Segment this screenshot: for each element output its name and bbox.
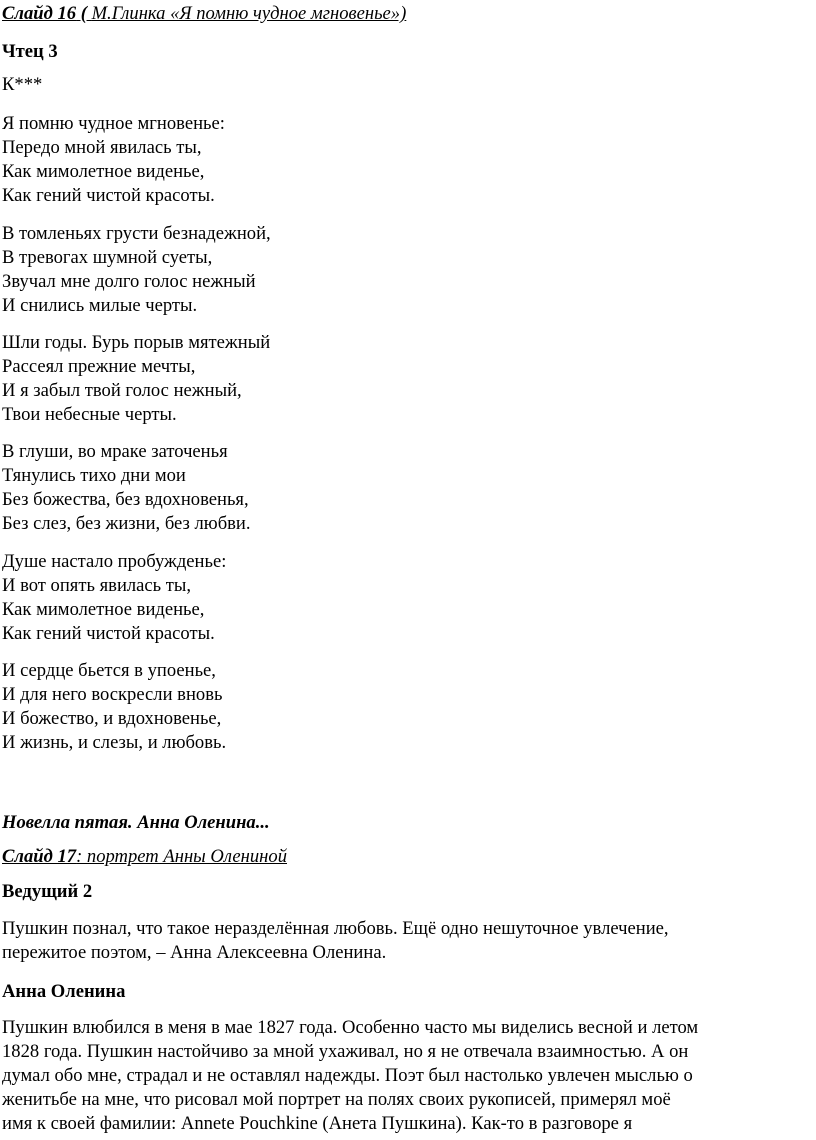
paragraph-line: Пушкин познал, что такое неразделённая любовь. Ещё одно нешуточное увлечение, (2, 918, 669, 939)
poem-line: Душе настало пробужденье: (2, 551, 227, 572)
poem-line: И вот опять явилась ты, (2, 575, 192, 596)
slide17-label: Слайд 17 (2, 846, 77, 867)
poem-line: И снились милые черты. (2, 295, 198, 316)
poem-line: И божество, и вдохновенье, (2, 708, 222, 729)
reader3-heading: Чтец 3 (2, 41, 58, 62)
host2-heading: Ведущий 2 (2, 881, 93, 902)
poem-line: И для него воскресли вновь (2, 684, 223, 705)
poem-line: Тянулись тихо дни мои (2, 465, 186, 486)
poem-line: И сердце бьется в упоенье, (2, 660, 216, 681)
poem-line: Твои небесные черты. (2, 404, 177, 425)
poem-line: Звучал мне долго голос нежный (2, 271, 256, 292)
host2-paragraph (2, 917, 806, 965)
novella-heading: Новелла пятая. Анна Оленина... (2, 812, 270, 833)
slide16-heading (2, 2, 806, 26)
poem-line: Без божества, без вдохновенья, (2, 489, 249, 510)
stanza-6 (2, 659, 806, 755)
poem-line: Как мимолетное виденье, (2, 161, 205, 182)
stanza-1 (2, 112, 806, 208)
poem-line: Без слез, без жизни, без любви. (2, 513, 251, 534)
slide16-label: Слайд 16 (2, 3, 77, 24)
poem-line: И я забыл твой голос нежный, (2, 380, 242, 401)
stanza-5 (2, 550, 806, 646)
anna-heading: Анна Оленина (2, 981, 126, 1002)
poem-line: Как гений чистой красоты. (2, 623, 215, 644)
poem-line: В томленьях грусти безнадежной, (2, 223, 271, 244)
poem-line: Как мимолетное виденье, (2, 599, 205, 620)
poem-line: Передо мной явилась ты, (2, 137, 202, 158)
stanza-2 (2, 222, 806, 318)
paragraph-line: 1828 года. Пушкин настойчиво за мной ухаживал, но я не отвечала взаимностью. А он (2, 1041, 689, 1062)
poem-line: В тревогах шумной суеты, (2, 247, 213, 268)
stanza-3 (2, 331, 806, 427)
poem-line: Рассеял прежние мечты, (2, 356, 196, 377)
paragraph-line: Пушкин влюбился в меня в мае 1827 года. Особенно часто мы виделись весной и летом (2, 1017, 699, 1038)
poem-line: И жизнь, и слезы, и любовь. (2, 732, 227, 753)
poem-line: Как гений чистой красоты. (2, 185, 215, 206)
paragraph-line: имя к своей фамилии: Annete Pouchkine (Анета Пушкина). Как-то в разговоре я (2, 1113, 633, 1134)
paragraph-line: думал обо мне, страдал и не оставлял надежды. Поэт был настолько увлечен мыслью о (2, 1065, 693, 1086)
paragraph-line: пережитое поэтом, – Анна Алексеевна Оленина. (2, 942, 387, 963)
slide16-title: М.Глинка «Я помню чудное мгновенье») (91, 3, 407, 24)
poem-title: К*** (2, 74, 43, 95)
poem-line: В глуши, во мраке заточенья (2, 441, 228, 462)
slide17-heading (2, 845, 806, 869)
slide16-paren: ( (76, 3, 92, 24)
poem-line: Шли годы. Бурь порыв мятежный (2, 332, 271, 353)
stanza-4 (2, 440, 806, 536)
paragraph-line: женитьбе на мне, что рисовал мой портрет на полях своих рукописей, примерял моё (2, 1089, 671, 1110)
poem-line: Я помню чудное мгновенье: (2, 113, 225, 134)
anna-paragraph (2, 1016, 806, 1136)
slide17-title: : портрет Анны Олениной (76, 846, 287, 867)
